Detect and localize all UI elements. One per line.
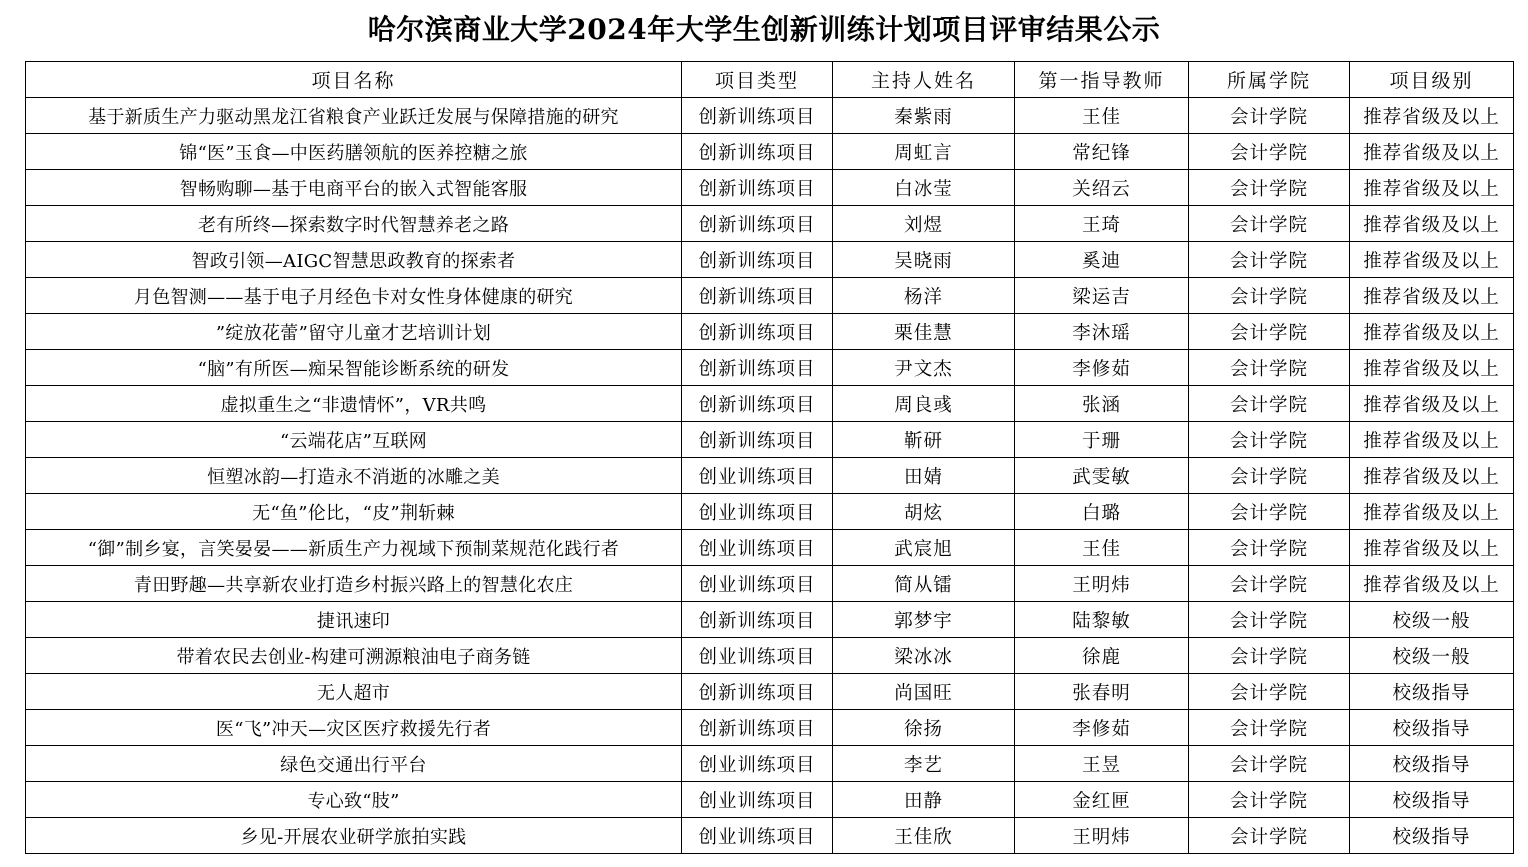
cell-first-advisor: 李沐瑶 [1015, 314, 1189, 350]
cell-project-level: 校级指导 [1350, 674, 1514, 710]
table-row [26, 602, 1514, 638]
cell-host-name: 尹文杰 [833, 350, 1015, 386]
table-row [26, 314, 1514, 350]
cell-college: 会计学院 [1189, 638, 1350, 674]
cell-college: 会计学院 [1189, 746, 1350, 782]
cell-college: 会计学院 [1189, 170, 1350, 206]
cell-college: 会计学院 [1189, 602, 1350, 638]
cell-project-name: 基于新质生产力驱动黑龙江省粮食产业跃迁发展与保障措施的研究 [26, 98, 682, 134]
table-row [26, 206, 1514, 242]
header-host-name: 主持人姓名 [833, 62, 1015, 98]
cell-first-advisor: 张春明 [1015, 674, 1189, 710]
cell-college: 会计学院 [1189, 278, 1350, 314]
header-first-advisor: 第一指导教师 [1015, 62, 1189, 98]
cell-host-name: 徐扬 [833, 710, 1015, 746]
cell-college: 会计学院 [1189, 134, 1350, 170]
table-row [26, 422, 1514, 458]
cell-project-type: 创新训练项目 [682, 350, 833, 386]
cell-first-advisor: 徐鹿 [1015, 638, 1189, 674]
cell-college: 会计学院 [1189, 314, 1350, 350]
cell-project-name: 绿色交通出行平台 [26, 746, 682, 782]
table-row [26, 350, 1514, 386]
cell-first-advisor: 王明炜 [1015, 818, 1189, 854]
cell-project-name: 智政引领—AIGC智慧思政教育的探索者 [26, 242, 682, 278]
cell-first-advisor: 李修茹 [1015, 350, 1189, 386]
cell-first-advisor: 张涵 [1015, 386, 1189, 422]
table-row [26, 458, 1514, 494]
cell-project-name: 恒塑冰韵—打造永不消逝的冰雕之美 [26, 458, 682, 494]
cell-first-advisor: 王明炜 [1015, 566, 1189, 602]
cell-first-advisor: 王佳 [1015, 98, 1189, 134]
cell-project-level: 校级一般 [1350, 602, 1514, 638]
header-college: 所属学院 [1189, 62, 1350, 98]
cell-host-name: 李艺 [833, 746, 1015, 782]
cell-project-name: 智畅购聊—基于电商平台的嵌入式智能客服 [26, 170, 682, 206]
table-row [26, 134, 1514, 170]
header-project-level: 项目级别 [1350, 62, 1514, 98]
cell-first-advisor: 王昱 [1015, 746, 1189, 782]
cell-project-name: 锦“医”玉食—中医药膳领航的医养控糖之旅 [26, 134, 682, 170]
cell-project-level: 推荐省级及以上 [1350, 350, 1514, 386]
cell-project-level: 推荐省级及以上 [1350, 278, 1514, 314]
cell-project-type: 创业训练项目 [682, 458, 833, 494]
cell-project-level: 推荐省级及以上 [1350, 170, 1514, 206]
cell-project-level: 推荐省级及以上 [1350, 134, 1514, 170]
table-row [26, 638, 1514, 674]
cell-first-advisor: 武雯敏 [1015, 458, 1189, 494]
cell-project-level: 推荐省级及以上 [1350, 530, 1514, 566]
cell-host-name: 王佳欣 [833, 818, 1015, 854]
cell-project-name: 无“鱼”伦比，“皮”荆斩棘 [26, 494, 682, 530]
table-row [26, 746, 1514, 782]
table-row [26, 494, 1514, 530]
cell-college: 会计学院 [1189, 458, 1350, 494]
cell-project-type: 创新训练项目 [682, 422, 833, 458]
cell-project-name: ”绽放花蕾”留守儿童才艺培训计划 [26, 314, 682, 350]
cell-project-type: 创业训练项目 [682, 566, 833, 602]
table-row [26, 242, 1514, 278]
cell-project-name: 虚拟重生之“非遗情怀”，VR共鸣 [26, 386, 682, 422]
cell-project-level: 校级指导 [1350, 746, 1514, 782]
table-header [26, 62, 1514, 98]
cell-project-name: 乡见-开展农业研学旅拍实践 [26, 818, 682, 854]
cell-project-level: 推荐省级及以上 [1350, 422, 1514, 458]
cell-project-name: 无人超市 [26, 674, 682, 710]
cell-host-name: 白冰莹 [833, 170, 1015, 206]
table-row [26, 98, 1514, 134]
cell-college: 会计学院 [1189, 386, 1350, 422]
cell-project-level: 推荐省级及以上 [1350, 314, 1514, 350]
cell-college: 会计学院 [1189, 98, 1350, 134]
cell-project-type: 创业训练项目 [682, 638, 833, 674]
cell-project-type: 创新训练项目 [682, 242, 833, 278]
cell-project-level: 推荐省级及以上 [1350, 206, 1514, 242]
cell-college: 会计学院 [1189, 782, 1350, 818]
cell-project-name: 老有所终—探索数字时代智慧养老之路 [26, 206, 682, 242]
cell-project-type: 创新训练项目 [682, 386, 833, 422]
cell-first-advisor: 陆黎敏 [1015, 602, 1189, 638]
cell-host-name: 田婧 [833, 458, 1015, 494]
cell-project-type: 创新训练项目 [682, 98, 833, 134]
cell-host-name: 栗佳慧 [833, 314, 1015, 350]
cell-project-level: 校级指导 [1350, 710, 1514, 746]
cell-host-name: 梁冰冰 [833, 638, 1015, 674]
cell-project-type: 创新训练项目 [682, 206, 833, 242]
cell-host-name: 刘煜 [833, 206, 1015, 242]
cell-host-name: 秦紫雨 [833, 98, 1015, 134]
cell-project-level: 校级指导 [1350, 782, 1514, 818]
cell-project-type: 创新训练项目 [682, 278, 833, 314]
cell-project-level: 推荐省级及以上 [1350, 458, 1514, 494]
cell-project-type: 创业训练项目 [682, 818, 833, 854]
cell-project-type: 创新训练项目 [682, 710, 833, 746]
cell-first-advisor: 奚迪 [1015, 242, 1189, 278]
cell-first-advisor: 王琦 [1015, 206, 1189, 242]
cell-first-advisor: 关绍云 [1015, 170, 1189, 206]
cell-project-name: “云端花店”互联网 [26, 422, 682, 458]
cell-first-advisor: 梁运吉 [1015, 278, 1189, 314]
cell-project-level: 校级指导 [1350, 818, 1514, 854]
cell-project-name: 医“飞”冲天—灾区医疗救援先行者 [26, 710, 682, 746]
cell-project-type: 创新训练项目 [682, 170, 833, 206]
cell-project-name: “御”制乡宴，言笑晏晏——新质生产力视域下预制菜规范化践行者 [26, 530, 682, 566]
cell-first-advisor: 金红匣 [1015, 782, 1189, 818]
table-row [26, 530, 1514, 566]
cell-project-type: 创业训练项目 [682, 530, 833, 566]
cell-host-name: 尚国旺 [833, 674, 1015, 710]
cell-project-level: 推荐省级及以上 [1350, 242, 1514, 278]
cell-college: 会计学院 [1189, 422, 1350, 458]
cell-host-name: 周虹言 [833, 134, 1015, 170]
cell-college: 会计学院 [1189, 710, 1350, 746]
cell-project-type: 创新训练项目 [682, 602, 833, 638]
cell-project-name: 带着农民去创业-构建可溯源粮油电子商务链 [26, 638, 682, 674]
header-project-name: 项目名称 [26, 62, 682, 98]
cell-project-name: 专心致“肢” [26, 782, 682, 818]
cell-college: 会计学院 [1189, 350, 1350, 386]
cell-college: 会计学院 [1189, 242, 1350, 278]
cell-project-type: 创业训练项目 [682, 494, 833, 530]
cell-host-name: 周良彧 [833, 386, 1015, 422]
cell-project-name: 青田野趣—共享新农业打造乡村振兴路上的智慧化农庄 [26, 566, 682, 602]
cell-host-name: 田静 [833, 782, 1015, 818]
cell-project-type: 创新训练项目 [682, 674, 833, 710]
cell-first-advisor: 于珊 [1015, 422, 1189, 458]
cell-project-level: 推荐省级及以上 [1350, 98, 1514, 134]
document-title: 哈尔滨商业大学2024年大学生创新训练计划项目评审结果公示 [367, 13, 1161, 46]
cell-project-name: 捷讯速印 [26, 602, 682, 638]
results-table [25, 61, 1514, 854]
table-row [26, 170, 1514, 206]
cell-host-name: 杨洋 [833, 278, 1015, 314]
cell-host-name: 吴晓雨 [833, 242, 1015, 278]
cell-college: 会计学院 [1189, 674, 1350, 710]
cell-host-name: 武宸旭 [833, 530, 1015, 566]
table-row [26, 710, 1514, 746]
cell-project-type: 创业训练项目 [682, 782, 833, 818]
cell-college: 会计学院 [1189, 566, 1350, 602]
cell-college: 会计学院 [1189, 206, 1350, 242]
cell-first-advisor: 白璐 [1015, 494, 1189, 530]
table-row [26, 386, 1514, 422]
table-row [26, 818, 1514, 854]
cell-project-level: 推荐省级及以上 [1350, 386, 1514, 422]
cell-project-type: 创新训练项目 [682, 134, 833, 170]
cell-first-advisor: 王佳 [1015, 530, 1189, 566]
cell-host-name: 胡炫 [833, 494, 1015, 530]
cell-college: 会计学院 [1189, 530, 1350, 566]
cell-first-advisor: 李修茹 [1015, 710, 1189, 746]
cell-first-advisor: 常纪锋 [1015, 134, 1189, 170]
table-body [26, 98, 1514, 854]
cell-project-level: 推荐省级及以上 [1350, 566, 1514, 602]
cell-project-name: “脑”有所医—痴呆智能诊断系统的研发 [26, 350, 682, 386]
cell-project-level: 校级一般 [1350, 638, 1514, 674]
table-row [26, 278, 1514, 314]
cell-host-name: 郭梦宇 [833, 602, 1015, 638]
table-row [26, 674, 1514, 710]
header-project-type: 项目类型 [682, 62, 833, 98]
cell-host-name: 靳研 [833, 422, 1015, 458]
cell-college: 会计学院 [1189, 494, 1350, 530]
table-row [26, 566, 1514, 602]
cell-college: 会计学院 [1189, 818, 1350, 854]
cell-project-name: 月色智测——基于电子月经色卡对女性身体健康的研究 [26, 278, 682, 314]
header-row [26, 62, 1514, 98]
table-row [26, 782, 1514, 818]
cell-project-level: 推荐省级及以上 [1350, 494, 1514, 530]
cell-project-type: 创业训练项目 [682, 746, 833, 782]
cell-project-type: 创新训练项目 [682, 314, 833, 350]
cell-host-name: 简从镭 [833, 566, 1015, 602]
